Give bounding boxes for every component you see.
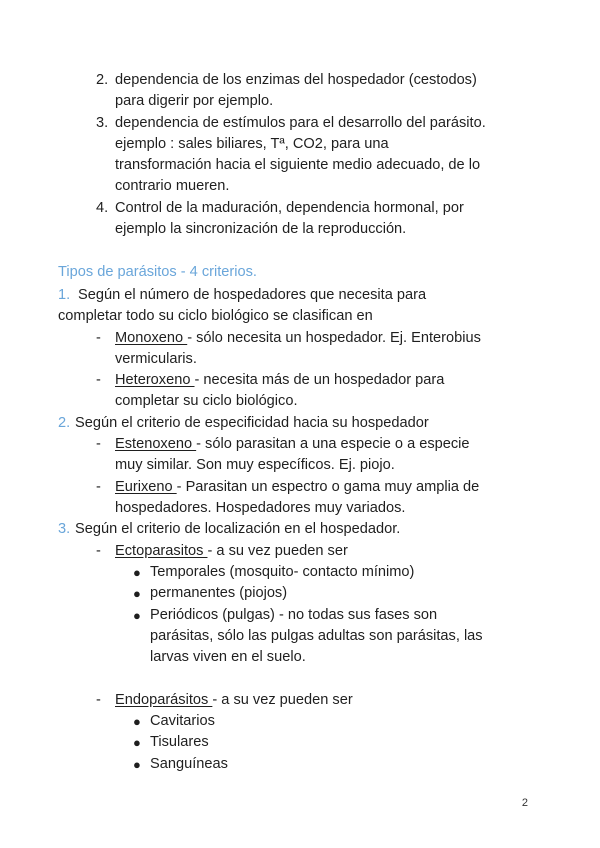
definition: - a su vez pueden ser: [207, 543, 348, 559]
criterion-number: 1.: [58, 287, 71, 303]
criterion-number: 2.: [58, 415, 71, 431]
term-heteroxeno: Heteroxeno: [115, 372, 195, 388]
definition-cont: completar su ciclo biológico.: [115, 393, 298, 409]
bullet-item-cont: parásitas, sólo las pulgas adultas son parásitas, las: [150, 628, 483, 644]
definition-cont: muy similar. Son muy específicos. Ej. piojo.: [115, 457, 395, 473]
definition: - Parasitan un espectro o gama muy amplia de: [176, 479, 480, 495]
bullet-marker: ●: [133, 586, 141, 601]
term-endoparasitos: Endoparásitos: [115, 692, 213, 708]
list-item: [115, 541, 348, 562]
criterion-text: Según el criterio de especificidad hacia su hospedador: [75, 415, 429, 431]
criterion-text: Según el criterio de localización en el hospedador.: [75, 521, 401, 537]
list-number: 4.: [96, 200, 109, 216]
dash-marker: -: [96, 436, 101, 452]
term-ectoparasitos: Ectoparasitos: [115, 543, 208, 559]
dash-marker: -: [96, 372, 101, 388]
criterion-number: 3.: [58, 521, 71, 537]
dash-marker: -: [96, 479, 101, 495]
list-text: transformación hacia el siguiente medio adecuado, de lo: [115, 157, 481, 173]
list-number: 2.: [96, 72, 109, 88]
bullet-marker: ●: [133, 714, 141, 729]
definition-cont: vermicularis.: [115, 351, 197, 367]
term-eurixeno: Eurixeno: [115, 479, 177, 495]
section-heading: Tipos de parásitos - 4 criterios.: [58, 264, 257, 280]
bullet-item: Periódicos (pulgas) - no todas sus fases son: [150, 607, 438, 623]
list-item: [115, 434, 470, 455]
list-number: 3.: [96, 115, 109, 131]
list-text: ejemplo : sales biliares, Tª, CO2, para una: [115, 136, 389, 152]
list-text: contrario mueren.: [115, 178, 230, 194]
criterion-text: Según el número de hospedadores que necesita para: [78, 287, 427, 303]
bullet-marker: ●: [133, 608, 141, 623]
bullet-marker: ●: [133, 565, 141, 580]
list-text: dependencia de estímulos para el desarrollo del parásito.: [115, 115, 486, 131]
criterion-text: completar todo su ciclo biológico se clasifican en: [58, 308, 373, 324]
list-item: [115, 690, 353, 711]
list-text: para digerir por ejemplo.: [115, 93, 274, 109]
bullet-item: Sanguíneas: [150, 756, 228, 772]
bullet-item: Temporales (mosquito- contacto mínimo): [150, 564, 415, 580]
dash-marker: -: [96, 543, 101, 559]
page-number: 2: [521, 797, 528, 809]
list-item: [115, 477, 479, 498]
definition: - a su vez pueden ser: [212, 692, 353, 708]
list-text: ejemplo la sincronización de la reproducción.: [115, 221, 407, 237]
list-item: [115, 328, 481, 349]
list-item: [115, 370, 444, 391]
bullet-item: permanentes (piojos): [150, 585, 288, 601]
definition-cont: hospedadores. Hospedadores muy variados.: [115, 500, 406, 516]
bullet-marker: ●: [133, 757, 141, 772]
dash-marker: -: [96, 330, 101, 346]
dash-marker: -: [96, 692, 101, 708]
bullet-item: Cavitarios: [150, 713, 215, 729]
definition: - sólo parasitan a una especie o a especie: [196, 436, 470, 452]
bullet-marker: ●: [133, 735, 141, 750]
definition: - necesita más de un hospedador para: [194, 372, 445, 388]
list-text: Control de la maduración, dependencia hormonal, por: [115, 200, 464, 216]
list-text: dependencia de los enzimas del hospedador (cestodos): [115, 72, 477, 88]
term-monoxeno: Monoxeno: [115, 330, 188, 346]
bullet-item-cont: larvas viven en el suelo.: [150, 649, 306, 665]
term-estenoxeno: Estenoxeno: [115, 436, 197, 452]
definition: - sólo necesita un hospedador. Ej. Enterobius: [187, 330, 481, 346]
bullet-item: Tisulares: [150, 734, 209, 750]
